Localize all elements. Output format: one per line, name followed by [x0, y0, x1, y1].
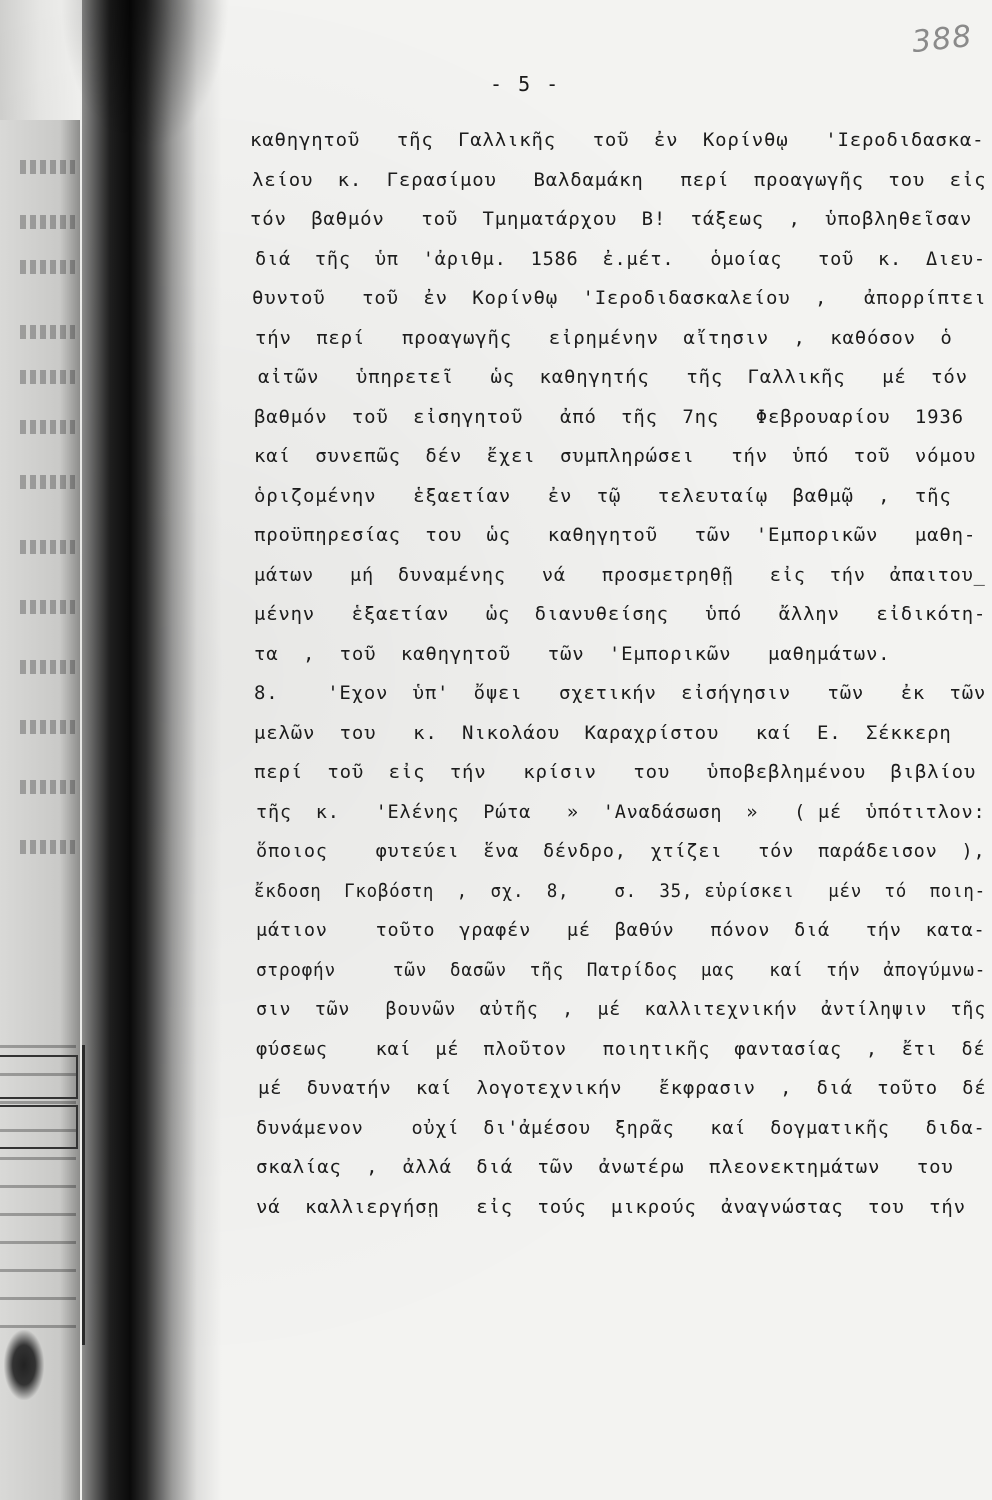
text-line: τόν βαθμόν τοῦ Τμηματάρχου Β! τάξεως , ὑποβληθεῖσαν [250, 208, 973, 230]
text-line: μέ δυνατήν καί λογοτεχνικήν ἔκφρασιν , διά τοῦτο δέ [258, 1077, 987, 1099]
text-line: σκαλίας , ἀλλά διά τῶν ἀνωτέρω πλεονεκτημάτων του [256, 1156, 954, 1178]
text-line: διά τῆς ὑπ 'ἀριθμ. 1586 ἐ.μέτ. ὁμοίας τοῦ κ. Διευ- [255, 247, 986, 270]
text-line: φύσεως καί μέ πλοῦτον ποιητικῆς φαντασίας , ἔτι δέ [256, 1037, 986, 1060]
binding-top-shadow [60, 0, 230, 150]
text-line: προϋπηρεσίας του ὡς καθηγητοῦ τῶν 'Εμπορικῶν μαθη- [254, 524, 977, 546]
text-line: τήν περί προαγωγῆς εἰρημένην αἴτησιν , καθόσον ὁ [255, 326, 953, 349]
facing-text-fragment [20, 540, 75, 554]
facing-text-fragment [20, 215, 75, 229]
text-line: τα , τοῦ καθηγητοῦ τῶν 'Εμπορικῶν μαθημάτων. [254, 642, 891, 665]
text-line: περί τοῦ εἰς τήν κρίσιν του ὑποβεβλημένου βιβλίου [254, 761, 977, 783]
library-stamp [0, 1045, 85, 1345]
page-number: - 5 - [490, 72, 561, 96]
text-line: θυντοῦ τοῦ ἐν Κορίνθῳ 'Ιεροδιδασκαλείου , ἀπορρίπτει [252, 287, 987, 309]
facing-text-fragment [20, 600, 75, 614]
text-line: ὅποιος φυτεύει ἕνα δένδρο, χτίζει τόν παράδεισον ), [256, 840, 986, 862]
text-line: λείου κ. Γερασίμου Βαλδαμάκη περί προαγωγῆς του εἰς [252, 168, 987, 191]
facing-text-fragment [20, 420, 75, 434]
facing-text-fragment [20, 720, 75, 734]
facing-text-fragment [20, 475, 75, 489]
facing-text-fragment [20, 840, 75, 854]
folio-number: 388 [910, 18, 974, 61]
stamp-box [0, 1105, 78, 1149]
text-line: καί συνεπῶς δέν ἔχει συμπληρώσει τήν ὑπό τοῦ νόμου [254, 445, 977, 467]
stamp-seal-icon [4, 1330, 44, 1400]
stamp-box [0, 1055, 78, 1099]
text-line: ἔκδοση Γκοβόστη , σχ. 8, σ. 35, εὑρίσκει μέν τό ποιη- [254, 879, 986, 902]
facing-text-fragment [20, 260, 75, 274]
text-line: τῆς κ. 'Ελένης Ρώτα » 'Αναδάσωση » ( μέ ὑπότιτλον: [256, 800, 986, 823]
text-line: μένην ἑξαετίαν ὡς διανυθείσης ὑπό ἄλλην εἰδικότη- [254, 603, 987, 625]
facing-text-fragment [20, 370, 75, 384]
facing-text-fragment [20, 660, 75, 674]
text-line: αἰτῶν ὑπηρετεῖ ὡς καθηγητής τῆς Γαλλικῆς μέ τόν [258, 366, 968, 388]
text-line: καθηγητοῦ τῆς Γαλλικῆς τοῦ ἐν Κορίνθῳ 'Ιεροδιδασκα- [250, 129, 985, 151]
text-line: 8. 'Εχον ὑπ' ὄψει σχετικήν εἰσήγησιν τῶν ἐκ τῶν [254, 682, 987, 704]
text-line: νά καλλιεργήσῃ εἰς τούς μικρούς ἀναγνώστας του τήν [256, 1195, 966, 1218]
text-line: μάτιον τοῦτο γραφέν μέ βαθύν πόνον διά τήν κατα- [256, 919, 986, 941]
text-line: μελῶν του κ. Νικολάου Καραχρίστου καί Ε. Σέκκερη [254, 721, 952, 744]
text-line: βαθμόν τοῦ εἰσηγητοῦ ἀπό τῆς 7ης Φεβρουαρίου 1936 [254, 405, 964, 428]
text-line: ὁριζομένην ἑξαετίαν ἐν τῷ τελευταίῳ βαθμῷ , τῆς [254, 484, 952, 507]
facing-text-fragment [20, 780, 75, 794]
text-line: σιν τῶν βουνῶν αὐτῆς , μέ καλλιτεχνικήν ἀντίληψιν τῆς [256, 998, 986, 1020]
facing-text-fragment [20, 325, 75, 339]
text-line: στροφήν τῶν δασῶν τῆς Πατρίδος μας καί τήν ἀπογύμνω- [256, 958, 987, 981]
facing-text-fragment [20, 160, 75, 174]
binding-gutter-shadow [82, 0, 222, 1500]
text-line: μάτων μή δυναμένης νά προσμετρηθῇ εἰς τήν ἀπαιτου_ [254, 563, 986, 586]
text-line: δυνάμενον οὐχί δι'ἀμέσου ξηρᾶς καί δογματικῆς διδα- [256, 1116, 986, 1139]
